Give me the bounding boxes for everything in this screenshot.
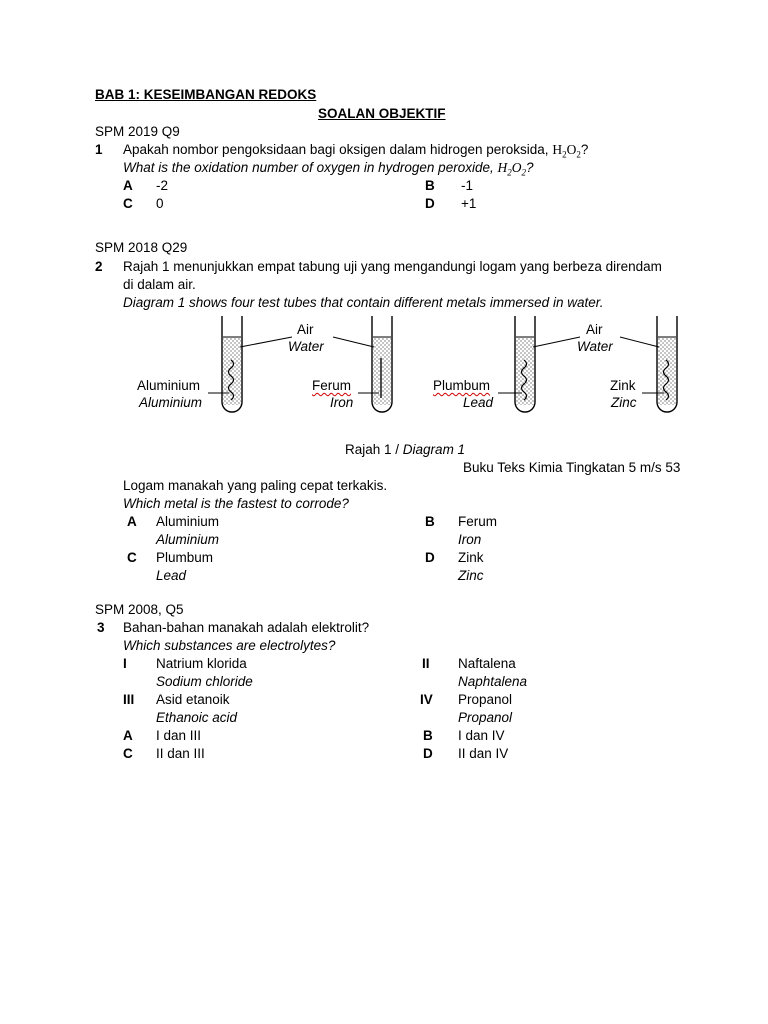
q2-option-en: Iron: [458, 532, 482, 547]
q2-option-en: Aluminium: [156, 532, 220, 547]
q1-text-en: What is the oxidation number of oxygen in hydrogen peroxide, $H_2O_2$?: [123, 160, 534, 178]
q3-option-text: II dan IV: [458, 746, 509, 761]
q3-option-letter: A: [123, 728, 133, 743]
q3-item-roman: III: [123, 692, 135, 707]
q2-text-ms-line2: di dalam air.: [123, 277, 196, 292]
q3-item-en: Ethanoic acid: [156, 710, 238, 725]
tube-label-ms: Plumbum: [433, 378, 491, 393]
tube-label-en: Iron: [330, 395, 354, 410]
q2-option-letter: C: [127, 550, 137, 565]
q1-option-letter: B: [425, 178, 435, 193]
q2-source: SPM 2018 Q29: [95, 240, 188, 255]
q2-option-en: Zinc: [458, 568, 484, 583]
q1-option-letter: C: [123, 196, 133, 211]
q3-item-roman: II: [422, 656, 430, 671]
section-title: SOALAN OBJEKTIF: [318, 106, 446, 121]
q2-text-en: Diagram 1 shows four test tubes that contain different metals immersed in water.: [123, 295, 604, 310]
water-label-ms-right: Air: [586, 322, 603, 337]
test-tube-aluminium: [222, 316, 242, 412]
test-tube-diagram: [0, 0, 768, 440]
water-label-ms-left: Air: [297, 322, 314, 337]
q3-option-text: I dan III: [156, 728, 202, 743]
q1-stem-ms: Apakah nombor pengoksidaan bagi oksigen dalam hidrogen peroksida,: [123, 142, 549, 157]
water-label-en-left: Water: [288, 339, 324, 354]
q3-item-ms: Naftalena: [458, 656, 516, 671]
q3-item-en: Propanol: [458, 710, 513, 725]
q2-option-letter: A: [127, 514, 137, 529]
q3-number: 3: [97, 620, 105, 635]
chapter-title: BAB 1: KESEIMBANGAN REDOKS: [95, 87, 317, 102]
q2-option-ms: Aluminium: [156, 514, 220, 529]
q1-option-text: +1: [461, 196, 477, 211]
q1-formula-ms: $H_2O_2$: [552, 142, 581, 160]
tube-label-ms: Aluminium: [137, 378, 201, 393]
test-tube-iron: [372, 316, 392, 412]
q2-question-ms: Logam manakah yang paling cepat terkakis.: [123, 478, 388, 493]
q3-item-en: Sodium chloride: [156, 674, 253, 689]
q1-option-letter: A: [123, 178, 133, 193]
q1-text-ms: Apakah nombor pengoksidaan bagi oksigen dalam hidrogen peroksida, $H_2O_2$?: [123, 142, 589, 160]
q2-option-letter: B: [425, 514, 435, 529]
tube-label-en: Lead: [463, 395, 494, 410]
q1-option-letter: D: [425, 196, 435, 211]
q3-item-ms: Natrium klorida: [156, 656, 247, 671]
q2-option-en: Lead: [156, 568, 187, 583]
q3-option-letter: C: [123, 746, 133, 761]
q3-source: SPM 2008, Q5: [95, 602, 184, 617]
q3-option-letter: D: [423, 746, 433, 761]
test-tube-zinc: [657, 316, 677, 412]
q3-item-en: Naphtalena: [458, 674, 528, 689]
q1-option-text: -1: [461, 178, 474, 193]
q3-text-ms: Bahan-bahan manakah adalah elektrolit?: [123, 620, 370, 635]
test-tube-lead: [515, 316, 535, 412]
q3-option-text: I dan IV: [458, 728, 505, 743]
q2-text-ms-line1: Rajah 1 menunjukkan empat tabung uji yang mengandungi logam yang berbeza direndam: [123, 259, 662, 274]
q2-option-ms: Zink: [458, 550, 484, 565]
q3-option-letter: B: [423, 728, 433, 743]
tube-label-en: Aluminium: [139, 395, 203, 410]
q1-stem-en: What is the oxidation number of oxygen in hydrogen peroxide,: [123, 160, 494, 175]
q3-item-roman: IV: [420, 692, 433, 707]
q1-formula-en: $H_2O_2$: [497, 160, 526, 178]
q3-item-ms: Propanol: [458, 692, 513, 707]
q3-item-ms: Asid etanoik: [156, 692, 230, 707]
q3-option-text: II dan III: [156, 746, 205, 761]
q2-question-en: Which metal is the fastest to corrode?: [123, 496, 349, 511]
q1-option-text: 0: [156, 196, 164, 211]
q3-text-en: Which substances are electrolytes?: [123, 638, 336, 653]
q2-option-ms: Ferum: [458, 514, 498, 529]
q1-number: 1: [95, 142, 103, 157]
q1-source: SPM 2019 Q9: [95, 124, 180, 139]
water-label-en-right: Water: [577, 339, 613, 354]
tube-label-ms: Ferum: [312, 378, 352, 393]
diagram-reference: Buku Teks Kimia Tingkatan 5 m/s 53: [463, 460, 681, 475]
tube-label-ms: Zink: [610, 378, 636, 393]
q2-option-ms: Plumbum: [156, 550, 214, 565]
tube-label-en: Zinc: [611, 395, 637, 410]
q2-number: 2: [95, 259, 103, 274]
q2-option-letter: D: [425, 550, 435, 565]
q1-option-text: -2: [156, 178, 169, 193]
diagram-caption: Rajah 1 / Diagram 1: [345, 442, 466, 457]
q3-item-roman: I: [123, 656, 127, 671]
